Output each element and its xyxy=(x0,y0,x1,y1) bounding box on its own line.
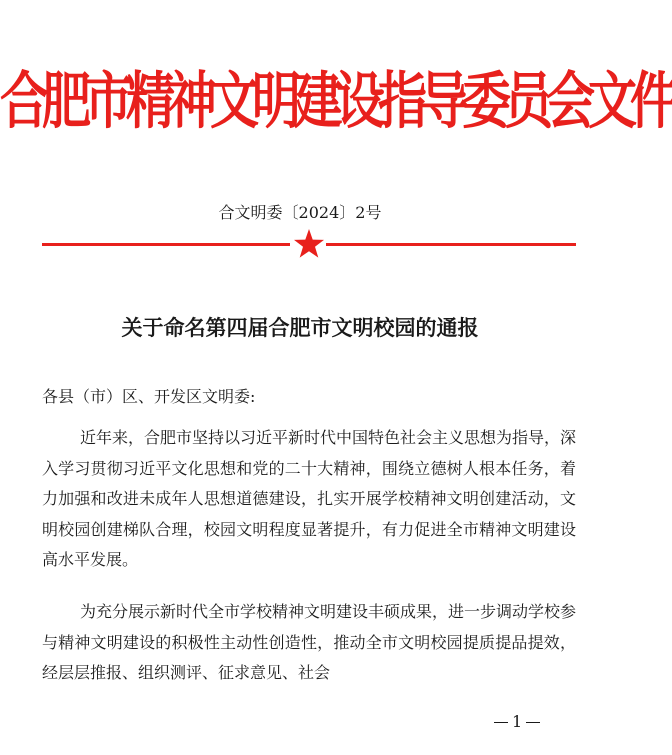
document-number: 合文明委〔2024〕2号 xyxy=(218,203,382,222)
paragraph-2-text: 为充分展示新时代全市学校精神文明建设丰硕成果，进一步调动学校参与精神文明建设的积极性主动性创造性，推动全市文明校园提质提品提效，经层层推报、组织测评、征求意见、社会 xyxy=(42,602,577,682)
page-number-value: 1 xyxy=(512,712,523,731)
page-number xyxy=(490,710,544,734)
paragraph-1-text: 近年来，合肥市坚持以习近平新时代中国特色社会主义思想为指导，深入学习贯彻习近平文化思想和党的二十大精神，围绕立德树人根本任务，着力加强和改进未成年人思想道德建设，扎实开展学校精神文明创建活动，文明校园创建梯队合理，校园文明程度显著提升，有力促进全市精神文明建设高水平发展。 xyxy=(42,428,577,569)
body-paragraph-1 xyxy=(42,423,576,576)
red-divider-left xyxy=(42,243,290,246)
issuer-title: 合肥市精神文明建设指导委员会文件 xyxy=(0,65,672,137)
body-paragraph-2 xyxy=(42,597,576,689)
red-star-icon xyxy=(293,228,325,260)
star-shape xyxy=(294,229,324,258)
red-divider-right xyxy=(326,243,576,246)
salutation: 各县（市）区、开发区文明委: xyxy=(42,387,256,406)
notice-title: 关于命名第四届合肥市文明校园的通报 xyxy=(121,315,479,340)
